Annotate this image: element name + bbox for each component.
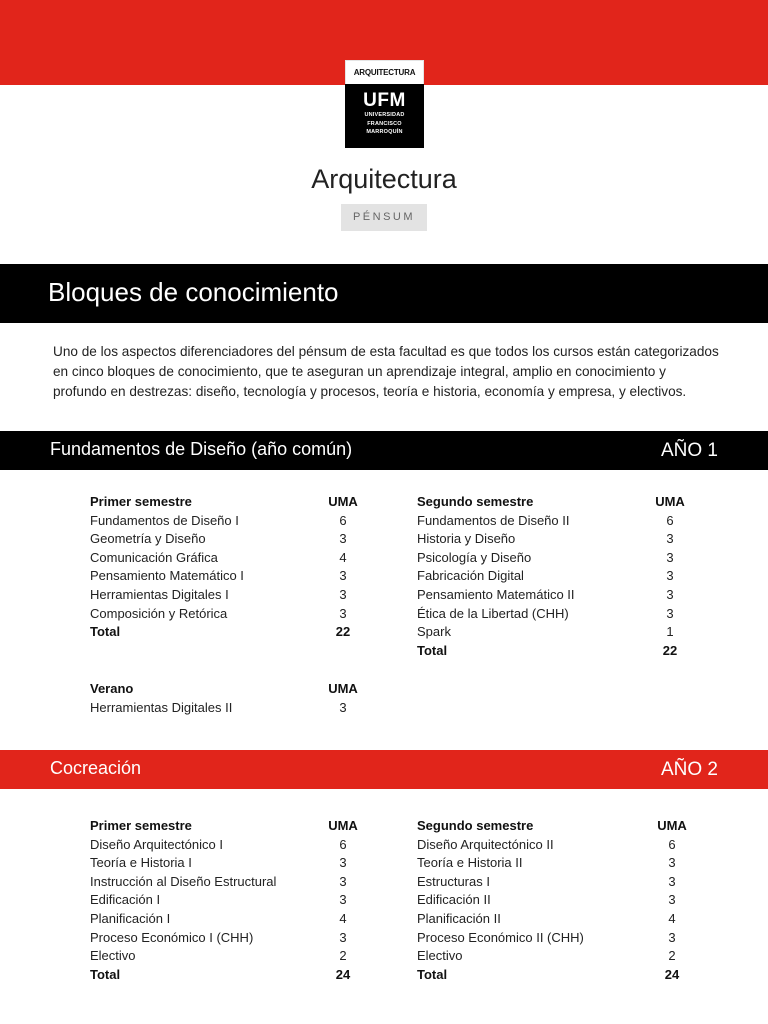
course-row [90,512,363,531]
course-row [90,549,363,568]
course-name: Planificación I [90,910,171,926]
course-name: Teoría e Historia I [90,855,192,871]
year-1-first-semester [90,493,363,642]
intro-paragraph: Uno de los aspectos diferenciadores del pénsum de esta facultad es que todos los cursos están categorizados en cinco bloques de conocimiento, que te aseguran un aprendizaje integral, amplio en conocimiento y profundo en destrezas: diseño, tecnología y procesos, teoría e historia, economía y empresa, y electivos. [53,344,719,399]
course-uma: 3 [339,699,347,715]
total-row [90,623,363,642]
course-uma: 6 [339,836,347,852]
course-uma: 3 [339,892,347,908]
uma-header: UMA [655,494,685,509]
course-uma: 4 [339,549,347,565]
course-uma: 3 [666,531,674,547]
uma-header: UMA [657,818,687,833]
course-uma: 3 [339,568,347,584]
course-uma: 3 [339,855,347,871]
course-name: Instrucción al Diseño Estructural [90,873,277,889]
course-row [417,586,690,605]
total-label: Total [417,966,448,982]
course-row [90,605,363,624]
course-row [90,567,363,586]
logo-faculty-tag: ARQUITECTURA [345,60,424,84]
year-1-second-semester [417,493,690,660]
course-name: Ética de la Libertad (CHH) [417,605,569,621]
course-row [417,549,690,568]
course-name: Fundamentos de Diseño II [417,512,570,528]
course-row [90,873,363,892]
course-name: Diseño Arquitectónico II [417,836,554,852]
logo-line-1: UNIVERSIDAD [364,112,405,118]
course-uma: 3 [668,855,676,871]
course-row [90,699,363,718]
section-header-band [0,264,768,323]
total-uma: 22 [662,642,678,658]
year-2-label: AÑO 2 [660,759,718,780]
total-label: Total [90,966,121,982]
course-name: Composición y Retórica [90,605,228,621]
semester-header: Segundo semestre [417,818,534,833]
logo-line-3: MARROQUÍN [366,129,403,135]
course-row [417,836,692,855]
course-row [417,623,690,642]
course-row [417,929,692,948]
course-row [417,854,692,873]
course-name: Electivo [417,948,463,964]
year-1-summer [90,680,363,717]
total-label: Total [417,642,448,658]
course-name: Herramientas Digitales I [90,586,229,602]
course-uma: 3 [339,586,347,602]
total-label: Total [90,624,121,640]
pensum-badge: PÉNSUM [341,204,427,231]
course-row [90,910,363,929]
uma-header: UMA [328,681,358,696]
semester-header: Primer semestre [90,818,192,833]
semester-header: Verano [90,681,134,696]
page-title: Arquitectura [311,164,457,194]
logo-line-2: FRANCISCO [367,120,402,127]
ufm-logo [345,60,424,148]
logo-box [345,84,424,148]
course-name: Herramientas Digitales II [90,699,233,715]
year-2-first-semester [90,817,363,984]
course-row [90,530,363,549]
total-uma: 24 [664,966,680,982]
course-row [417,567,690,586]
table-header-row [90,680,363,699]
uma-header: UMA [328,494,358,509]
total-uma: 24 [335,966,351,982]
year-2-title: Cocreación [50,758,142,778]
course-uma: 6 [339,512,347,528]
course-name: Planificación II [417,910,501,926]
semester-header: Segundo semestre [417,494,534,509]
total-uma: 22 [335,624,351,640]
table-header-row [90,493,363,512]
course-uma: 4 [668,910,676,926]
year-1-title: Fundamentos de Diseño (año común) [50,439,353,459]
course-row [417,910,692,929]
course-uma: 3 [668,929,676,945]
section-title: Bloques de conocimiento [48,277,339,307]
course-uma: 6 [666,512,674,528]
year-1-label: AÑO 1 [660,440,718,461]
course-name: Edificación I [90,892,161,908]
course-row [90,586,363,605]
course-row [417,512,690,531]
course-uma: 3 [666,549,674,565]
course-row [417,605,690,624]
course-uma: 3 [339,929,347,945]
course-row [90,891,363,910]
course-name: Teoría e Historia II [417,855,523,871]
course-row [417,873,692,892]
course-name: Fundamentos de Diseño I [90,512,239,528]
course-row [417,530,690,549]
total-row [417,966,692,985]
year-2-band [0,750,768,789]
course-uma: 2 [339,948,347,964]
course-name: Historia y Diseño [417,531,516,547]
total-row [417,642,690,661]
course-name: Diseño Arquitectónico I [90,836,223,852]
course-uma: 3 [666,568,674,584]
course-uma: 3 [668,873,676,889]
table-header-row [417,817,692,836]
logo-main-text: UFM [363,90,406,111]
course-name: Estructuras I [417,873,490,889]
course-row [90,929,363,948]
course-name: Comunicación Gráfica [90,549,218,565]
year-1-band [0,431,768,470]
course-uma: 3 [668,892,676,908]
course-name: Fabricación Digital [417,568,524,584]
course-name: Spark [417,624,451,640]
course-row [417,891,692,910]
uma-header: UMA [328,818,358,833]
course-name: Proceso Económico II (CHH) [417,929,584,945]
table-header-row [90,817,363,836]
course-name: Geometría y Diseño [90,531,206,547]
course-uma: 3 [666,586,674,602]
course-name: Electivo [90,948,136,964]
course-uma: 2 [668,948,676,964]
course-row [90,947,363,966]
course-uma: 3 [339,531,347,547]
course-uma: 3 [339,605,347,621]
year-2-second-semester [417,817,692,984]
total-row [90,966,363,985]
course-uma: 3 [339,873,347,889]
course-uma: 1 [666,624,674,640]
course-name: Pensamiento Matemático II [417,586,575,602]
course-name: Pensamiento Matemático I [90,568,244,584]
course-row [417,947,692,966]
semester-header: Primer semestre [90,494,192,509]
table-header-row [417,493,690,512]
course-uma: 6 [668,836,676,852]
course-row [90,836,363,855]
course-name: Psicología y Diseño [417,549,532,565]
course-name: Edificación II [417,892,491,908]
course-uma: 3 [666,605,674,621]
course-name: Proceso Económico I (CHH) [90,929,254,945]
course-uma: 4 [339,910,347,926]
course-row [90,854,363,873]
